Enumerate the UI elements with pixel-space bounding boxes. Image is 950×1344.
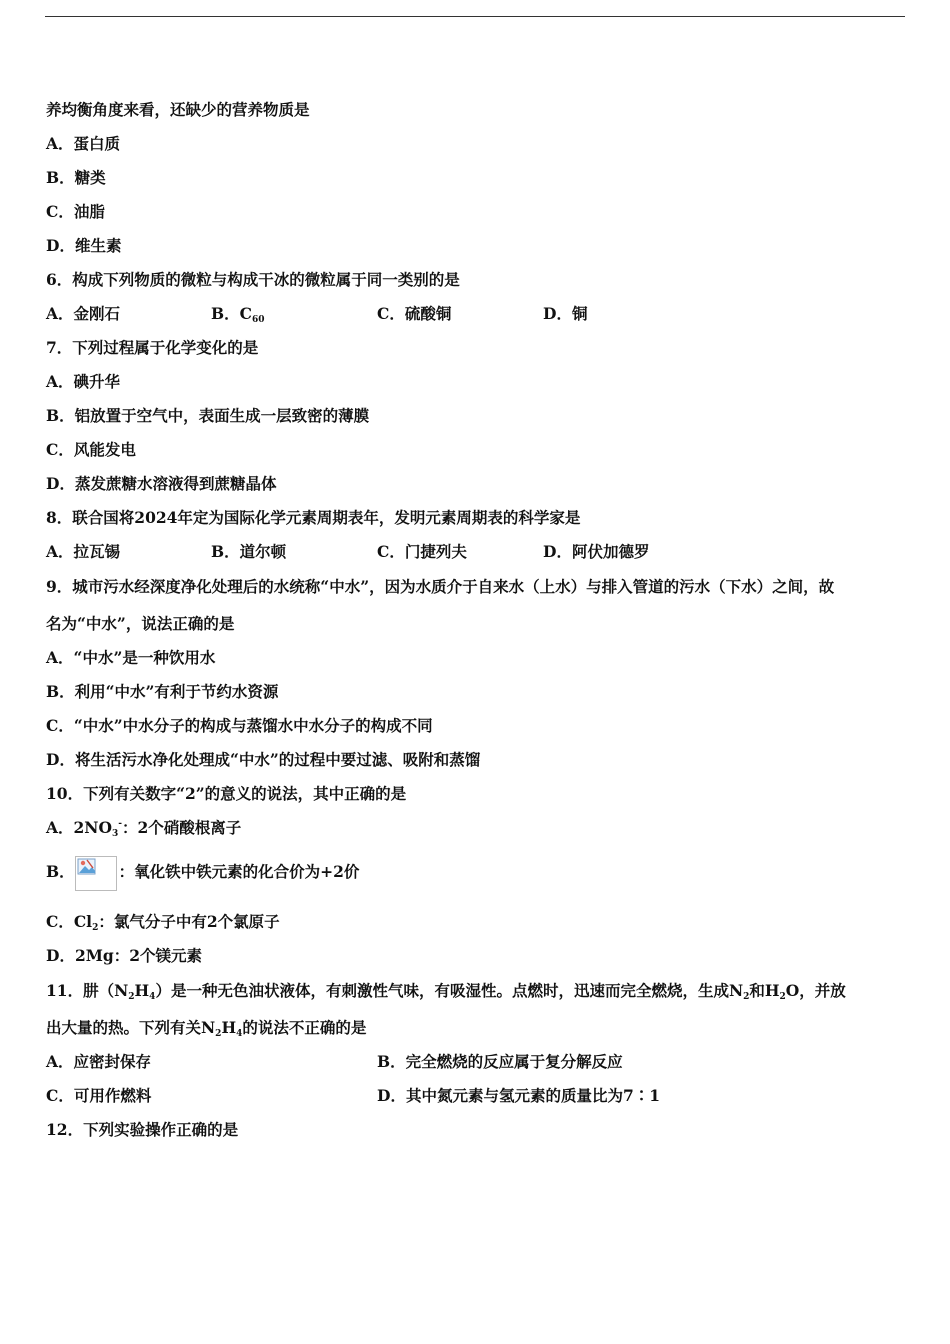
q10-option-a	[46, 818, 241, 838]
q11-text: 的说法不正确的是	[242, 1018, 367, 1037]
q6-option-b-subscript: 60	[251, 315, 265, 325]
q6-option-c: C．硫酸铜	[377, 304, 452, 323]
broken-image-icon	[75, 856, 117, 891]
q6-option-d: D．铜	[543, 304, 588, 323]
q11-subscript: 2	[128, 992, 135, 1002]
q10-option-a-superscript: -	[118, 819, 122, 829]
q10-option-c-text: ：氯气分子中有2个氯原子	[98, 912, 280, 931]
q10-option-b-text: ：氧化铁中铁元素的化合价为+2价	[118, 862, 360, 881]
q10-option-c-formula: C．Cl	[46, 912, 93, 931]
q10-option-c-subscript: 2	[92, 923, 99, 933]
q10-stem: 10．下列有关数字“2”的意义的说法，其中正确的是	[46, 784, 407, 803]
q11-text: 11．肼（N	[46, 981, 129, 1000]
q7-option-a: A．碘升华	[46, 372, 121, 391]
q5-stem: 养均衡角度来看，还缺少的营养物质是	[46, 100, 310, 119]
q11-text: 和H	[749, 981, 780, 1000]
q11-option-a: A．应密封保存	[46, 1052, 152, 1071]
q8-option-a: A．拉瓦锡	[46, 542, 121, 561]
q9-option-b: B．利用“中水”有利于节约水资源	[46, 682, 279, 701]
q5-option-b: B．糖类	[46, 168, 106, 187]
q11-option-c: C．可用作燃料	[46, 1086, 152, 1105]
q10-option-a-subscript: 3	[111, 829, 119, 839]
q11-subscript: 2	[743, 992, 750, 1002]
q11-option-d: D．其中氮元素与氢元素的质量比为7∶1	[377, 1086, 661, 1105]
q6-option-b-text: B．C	[211, 304, 252, 323]
q8-option-d: D．阿伏加德罗	[543, 542, 650, 561]
q9-option-d: D．将生活污水净化处理成“中水”的过程中要过滤、吸附和蒸馏	[46, 750, 481, 769]
q5-option-a: A．蛋白质	[46, 134, 121, 153]
q11-subscript: 4	[236, 1029, 243, 1039]
q10-option-c	[46, 912, 280, 932]
q9-option-c: C．“中水”中水分子的构成与蒸馏水中水分子的构成不同	[46, 716, 433, 735]
q11-stem-line-1	[46, 981, 846, 1001]
q7-stem: 7．下列过程属于化学变化的是	[46, 338, 259, 357]
q11-subscript: 4	[149, 992, 156, 1002]
q11-stem-line-2	[46, 1018, 366, 1038]
q11-option-b: B．完全燃烧的反应属于复分解反应	[377, 1052, 623, 1071]
q11-subscript: 2	[779, 992, 786, 1002]
q5-option-d: D．维生素	[46, 236, 122, 255]
q11-text: H	[134, 981, 150, 1000]
q10-option-a-text: ：2个硝酸根离子	[122, 818, 242, 837]
q10-option-d: D．2Mg：2个镁元素	[46, 946, 203, 965]
q5-option-c: C．油脂	[46, 202, 105, 221]
q7-option-c: C．风能发电	[46, 440, 136, 459]
q11-text: O，并放	[785, 981, 846, 1000]
q11-text: ）是一种无色油状液体，有刺激性气味，有吸湿性。点燃时，迅速而完全燃烧，生成N	[155, 981, 744, 1000]
q11-subscript: 2	[215, 1029, 222, 1039]
q12-stem: 12．下列实验操作正确的是	[46, 1120, 239, 1139]
q11-text: 出大量的热。下列有关N	[46, 1018, 216, 1037]
q8-stem: 8．联合国将2024年定为国际化学元素周期表年，发明元素周期表的科学家是	[46, 508, 581, 527]
q6-option-a: A．金刚石	[46, 304, 121, 323]
q6-option-b	[211, 304, 264, 324]
header-rule	[45, 16, 905, 17]
q9-stem-line-2: 名为“中水”，说法正确的是	[46, 614, 235, 633]
q10-option-b	[46, 852, 359, 892]
q10-option-a-formula: A．2NO	[46, 818, 112, 837]
q6-stem: 6．构成下列物质的微粒与构成干冰的微粒属于同一类别的是	[46, 270, 460, 289]
q7-option-d: D．蒸发蔗糖水溶液得到蔗糖晶体	[46, 474, 277, 493]
q10-option-b-label: B．	[46, 862, 75, 881]
q7-option-b: B．铝放置于空气中，表面生成一层致密的薄膜	[46, 406, 370, 425]
q9-option-a: A．“中水”是一种饮用水	[46, 648, 216, 667]
q8-option-c: C．门捷列夫	[377, 542, 467, 561]
q11-text: H	[221, 1018, 237, 1037]
q9-stem-line-1: 9．城市污水经深度净化处理后的水统称“中水”，因为水质介于自来水（上水）与排入管道的污水（下水）之间，故	[46, 577, 835, 596]
q8-option-b: B．道尔顿	[211, 542, 287, 561]
